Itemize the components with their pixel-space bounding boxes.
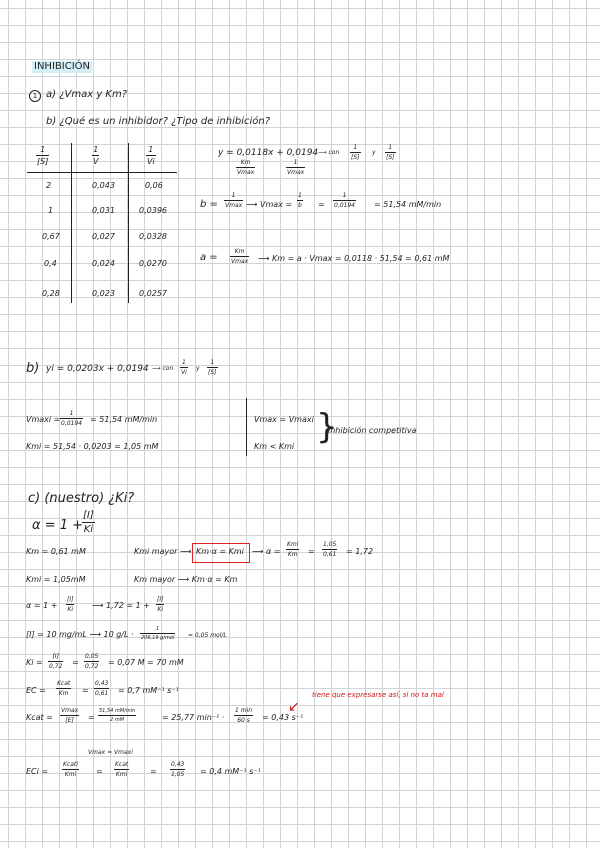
eci-value-fraction: $\frac{0,43}{1,05}$ (171, 761, 185, 778)
arrow-text: ⟶ con (152, 365, 174, 372)
alpha-arrow: ⟶ α = (252, 547, 281, 556)
table-cell: 0,0396 (139, 206, 167, 215)
table-cell: 2 (46, 181, 52, 190)
table-header-vi: $\frac{1}{Vi}$ (147, 145, 155, 166)
table-header-v: $\frac{1}{V}$ (93, 145, 99, 166)
alpha-kmi-fraction: Kmi Km (287, 541, 299, 558)
ec-value-fraction: $\frac{0,43}{0,61}$ (95, 680, 109, 697)
kmi-value: Kmi = 1,05mM (26, 575, 86, 584)
kcat-label: Kcat = (26, 713, 53, 722)
ki-value-fraction: $\frac{0,05}{0,72}$ (85, 653, 99, 670)
vmaxi-result: = 51,54 mM/min (90, 415, 158, 424)
ki-fraction: $\frac{[I]}{0,72}$ (49, 653, 63, 670)
ec-result: = 0,7 mM⁻¹ s⁻¹ (118, 686, 179, 695)
vmaxi-fraction: $\frac{1}{0,0194}$ (61, 410, 82, 427)
km-value: Km = 0,61 mM (26, 547, 86, 556)
table-cell: 0,024 (92, 259, 115, 268)
inhibited-equation: yi = 0,0203x + 0,0194 (46, 364, 149, 374)
a-fraction: Km Vmax (231, 248, 249, 265)
eci-result: = 0,4 mM⁻¹ s⁻¹ (200, 767, 261, 776)
molar-mass-fraction: 1 206,19 g/mol (141, 626, 175, 641)
alpha-value-fraction: $\frac{1,05}{0,61}$ (323, 541, 337, 558)
vmaxi-label: Vmaxi = (26, 415, 61, 424)
comparison-line-1: Vmax = Vmaxi (254, 415, 314, 424)
table-cell: 0,027 (92, 232, 115, 241)
eci-note: Vmax = Vmaxi (88, 749, 133, 756)
equals: = (72, 658, 79, 667)
ki-result: = 0,07 M = 70 mM (108, 658, 184, 667)
b-fraction: 1 Vmax (225, 192, 243, 209)
concentration-result: = 0,05 mol/L (188, 632, 227, 639)
table-cell: 1 (48, 206, 54, 215)
question-number: 1 (29, 90, 41, 102)
table-cell: 0,0270 (139, 259, 167, 268)
alpha-line: α = 1 + (26, 601, 58, 610)
equals: = (308, 547, 315, 556)
alpha-def: α = 1 + (32, 518, 84, 533)
kcat-value-fraction: 51,54 mM/min 2 mM (99, 708, 136, 723)
km-vmax-fraction: Km Vmax (237, 159, 255, 176)
and-text: y (372, 149, 376, 156)
alpha-line-value: ⟶ 1,72 = 1 + (92, 601, 150, 610)
inhibitor-concentration: [I] = 10 mg/mL ⟶ 10 g/L · (26, 630, 134, 639)
brace: } (316, 407, 338, 447)
inv-s-fraction: $\frac{1}{[S]}$ (351, 144, 360, 161)
kcat-fraction: Vmax [E] (61, 707, 79, 724)
kmi-mayor: Kmi mayor ⟶ (134, 547, 192, 556)
inv-b-fraction: $\frac{1}{b}$ (298, 192, 302, 209)
ki-label: Ki = (26, 658, 43, 667)
inv-s-fraction-3: $\frac{1}{[S]}$ (208, 359, 217, 376)
table-cell: 0,28 (42, 289, 60, 298)
table-header-rule (27, 172, 177, 173)
equals: = (88, 713, 95, 722)
vmax-arrow: ⟶ Vmax = (246, 200, 293, 209)
equals: = (96, 767, 103, 776)
alpha-line-fraction-2: $\frac{[I]}{Ki}$ (157, 596, 164, 613)
kcat-result: = 25,77 min⁻¹ · (162, 713, 225, 722)
vmax-result: = 51,54 mM/min (374, 200, 442, 209)
km-mayor: Km mayor ⟶ Km·α = Km (134, 575, 238, 584)
question-a: a) ¿Vmax y Km? (46, 89, 128, 100)
page-title: INHIBICIÓN (34, 61, 90, 72)
ec-label: EC = (26, 686, 46, 695)
note-arrow: ↙ (288, 699, 300, 715)
equals: = (150, 767, 157, 776)
table-cell: 0,06 (145, 181, 163, 190)
section-c-label: c) (nuestro) ¿Ki? (28, 491, 135, 506)
table-cell: 0,0257 (139, 289, 167, 298)
table-cell: 0,023 (92, 289, 115, 298)
kcat-final: = 0,43 s⁻¹ (262, 713, 304, 722)
and-text: y (196, 365, 200, 372)
boxed-equation: Km·α = Kmi (196, 547, 244, 556)
table-col-rule-1 (71, 143, 72, 303)
arrow-text: ⟶ con (318, 149, 340, 156)
table-header-s: $\frac{1}{[S]}$ (37, 145, 49, 166)
a-label: a = (200, 252, 218, 263)
equals: = (82, 686, 89, 695)
eci-fraction-2: Kcat Kmi (115, 761, 129, 778)
correction-note: tiene que expresarse así, si no ta mal (312, 691, 444, 699)
inv-vi-fraction: $\frac{1}{Vi}$ (181, 359, 187, 376)
minute-conversion-fraction: 1 min 60 s (235, 707, 253, 724)
eci-label: ECi = (26, 767, 49, 776)
ec-fraction: Kcat Km (57, 680, 71, 697)
table-cell: 0,67 (42, 232, 60, 241)
table-cell: 0,043 (92, 181, 115, 190)
equals: = (318, 200, 325, 209)
section-b-label: b) (26, 361, 40, 376)
alpha-value: = 1,72 (346, 547, 374, 556)
kmi-result: Kmi = 51,54 · 0,0203 = 1,05 mM (26, 442, 159, 451)
regression-equation: y = 0,0118x + 0,0194 (218, 148, 319, 158)
table-col-rule-2 (128, 143, 129, 303)
inv-vmax-fraction: 1 Vmax (287, 159, 305, 176)
b-label: b = (200, 199, 218, 210)
alpha-line-fraction: $\frac{[I]}{Ki}$ (67, 596, 74, 613)
inv-intercept-fraction: $\frac{1}{0,0194}$ (334, 192, 355, 209)
km-result: ⟶ Km = a · Vmax = 0,0118 · 51,54 = 0,61 mM (258, 254, 450, 263)
eci-fraction: Kcati Kmi (63, 761, 78, 778)
table-cell: 0,031 (92, 206, 115, 215)
comparison-line-2: Km < Kmi (254, 442, 295, 451)
inv-s-fraction-2: $\frac{1}{[S]}$ (386, 144, 395, 161)
comparison-bar (246, 398, 247, 456)
alpha-fraction: $\frac{[I]}{Ki}$ (83, 510, 94, 535)
inhibition-type: inhibición competitiva (328, 426, 417, 435)
table-cell: 0,0328 (139, 232, 167, 241)
table-cell: 0,4 (44, 259, 57, 268)
question-b: b) ¿Qué es un inhibidor? ¿Tipo de inhibición? (46, 116, 271, 127)
